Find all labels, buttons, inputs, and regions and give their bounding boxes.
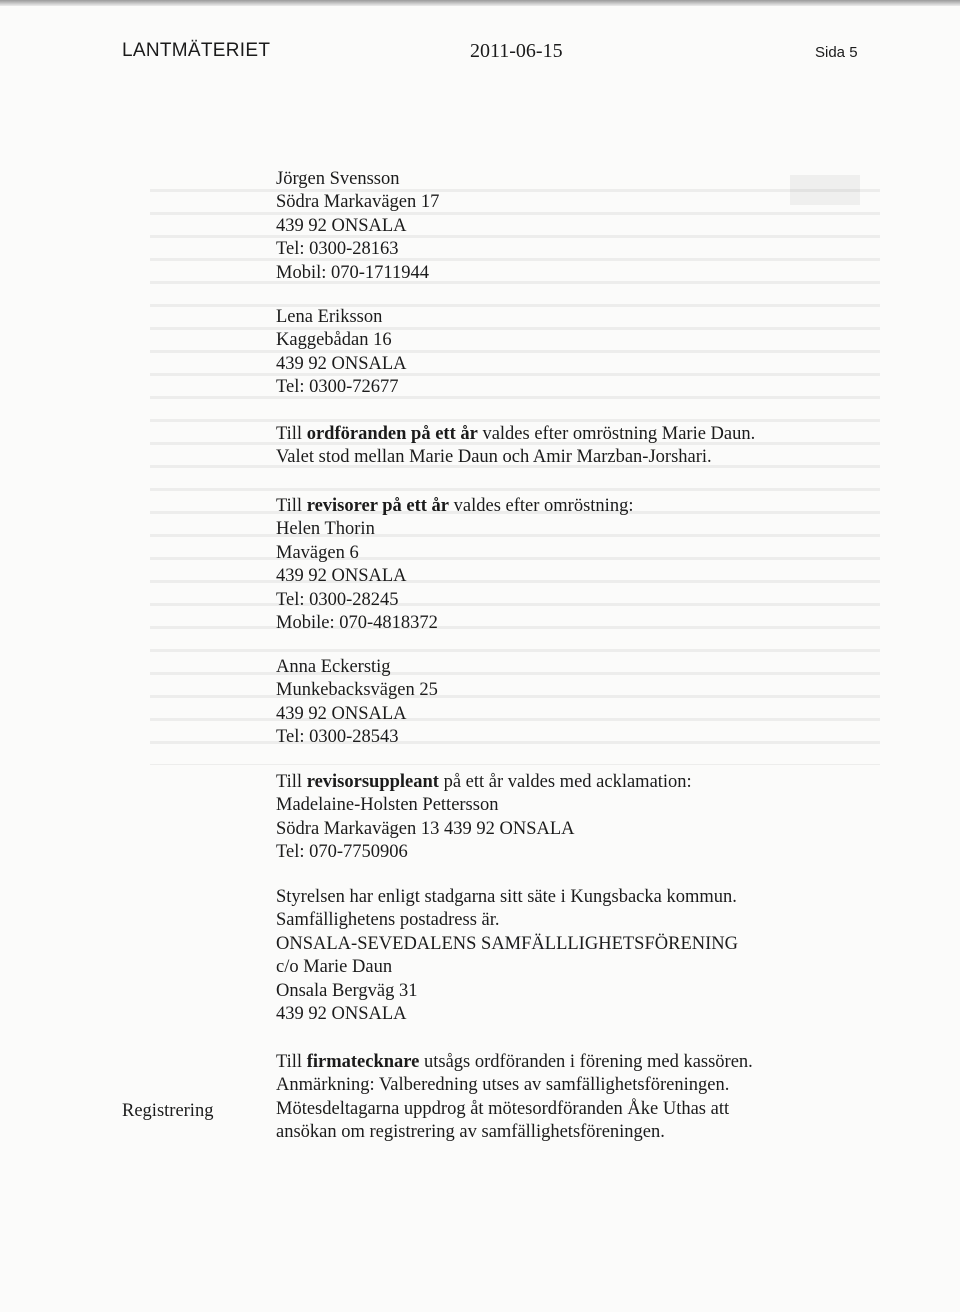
contact-line: Tel: 0300-28543: [276, 727, 399, 748]
text: på ett år valdes med acklamation:: [438, 772, 692, 792]
auditors-intro: [276, 495, 633, 518]
deputy-intro: [276, 771, 692, 794]
contact-line: 439 92 ONSALA: [276, 353, 407, 374]
text: Till: [276, 772, 307, 792]
contact-line: Mavägen 6: [276, 542, 359, 563]
chairman-line: [276, 423, 755, 446]
contact-line: Jörgen Svensson: [276, 169, 400, 189]
contact-line: Munkebacksvägen 25: [276, 680, 438, 701]
bleed-through: [150, 175, 880, 765]
contact-line: 439 92 ONSALA: [276, 215, 407, 236]
contact-line: Madelaine-Holsten Pettersson: [276, 795, 499, 816]
contact-lena-eriksson: [276, 306, 407, 400]
contact-line: Anna Eckerstig: [276, 657, 391, 677]
header-organization: LANTMÄTERIET: [122, 40, 271, 61]
text: valdes efter omröstning:: [449, 496, 634, 516]
contact-line: Tel: 070-7750906: [276, 842, 408, 863]
text: utsågs ordföranden i förening med kassören.: [419, 1052, 753, 1072]
contact-line: 439 92 ONSALA: [276, 703, 407, 724]
bleed-through-margin: [790, 175, 860, 205]
signatories-intro: [276, 1051, 753, 1074]
text: Till: [276, 424, 307, 444]
text: valdes efter omröstning Marie Daun.: [477, 424, 756, 444]
chairman-bold-term: n på ett år: [396, 424, 478, 444]
contact-line: Tel: 0300-28163: [276, 239, 399, 260]
scan-edge: [0, 0, 960, 6]
header-date: 2011-06-15: [470, 40, 563, 62]
contact-line: Södra Markavägen 13 439 92 ONSALA: [276, 818, 575, 839]
contact-line: Södra Markavägen 17: [276, 192, 440, 213]
signatories-line: Anmärkning: Valberedning utses av samfällighetsföreningen.: [276, 1075, 730, 1096]
signatories-section: [276, 1051, 753, 1145]
contact-jorgen-svensson: [276, 168, 439, 285]
seat-line: 439 92 ONSALA: [276, 1004, 407, 1025]
signatories-line: ansökan om registrering av samfällighetsföreningen.: [276, 1122, 665, 1143]
margin-heading-registration: Registrering: [122, 1101, 214, 1121]
contact-line: Kaggebådan 16: [276, 330, 392, 351]
deputy-auditor-section: [276, 771, 692, 865]
contact-line: Mobile: 070-4818372: [276, 613, 438, 634]
chairman-line-2: Valet stod mellan Marie Daun och Amir Marzban-Jorshari.: [276, 447, 712, 468]
text: Till: [276, 1052, 307, 1072]
seat-line: Styrelsen har enligt stadgarna sitt säte i Kungsbacka kommun.: [276, 887, 737, 907]
header-page-number: Sida 5: [815, 44, 858, 61]
chairman-section: [276, 423, 755, 470]
auditors-bold: revisorer på ett år: [306, 496, 450, 516]
seat-line: ONSALA-SEVEDALENS SAMFÄLLLIGHETSFÖRENING: [276, 933, 738, 954]
contact-line: Lena Eriksson: [276, 307, 383, 327]
deputy-bold: revisorsuppleant: [306, 772, 439, 792]
seat-line: Onsala Bergväg 31: [276, 980, 418, 1001]
contact-line: Mobil: 070-1711944: [276, 262, 429, 283]
signatories-line: Mötesdeltagarna uppdrog åt mötesordföranden Åke Uthas att: [276, 1098, 730, 1119]
chairman-bold: ordförande: [306, 424, 397, 444]
contact-line: Tel: 0300-28245: [276, 589, 399, 610]
text: Till: [276, 496, 307, 516]
seat-section: [276, 886, 738, 1026]
contact-line: Helen Thorin: [276, 519, 375, 540]
seat-line: c/o Marie Daun: [276, 957, 393, 978]
contact-line: Tel: 0300-72677: [276, 377, 399, 398]
auditors-section: [276, 495, 633, 635]
signatories-bold: firmatecknare: [306, 1052, 420, 1072]
contact-anna-eckerstig: [276, 656, 438, 750]
contact-line: 439 92 ONSALA: [276, 566, 407, 587]
seat-line: Samfällighetens postadress är.: [276, 910, 500, 931]
